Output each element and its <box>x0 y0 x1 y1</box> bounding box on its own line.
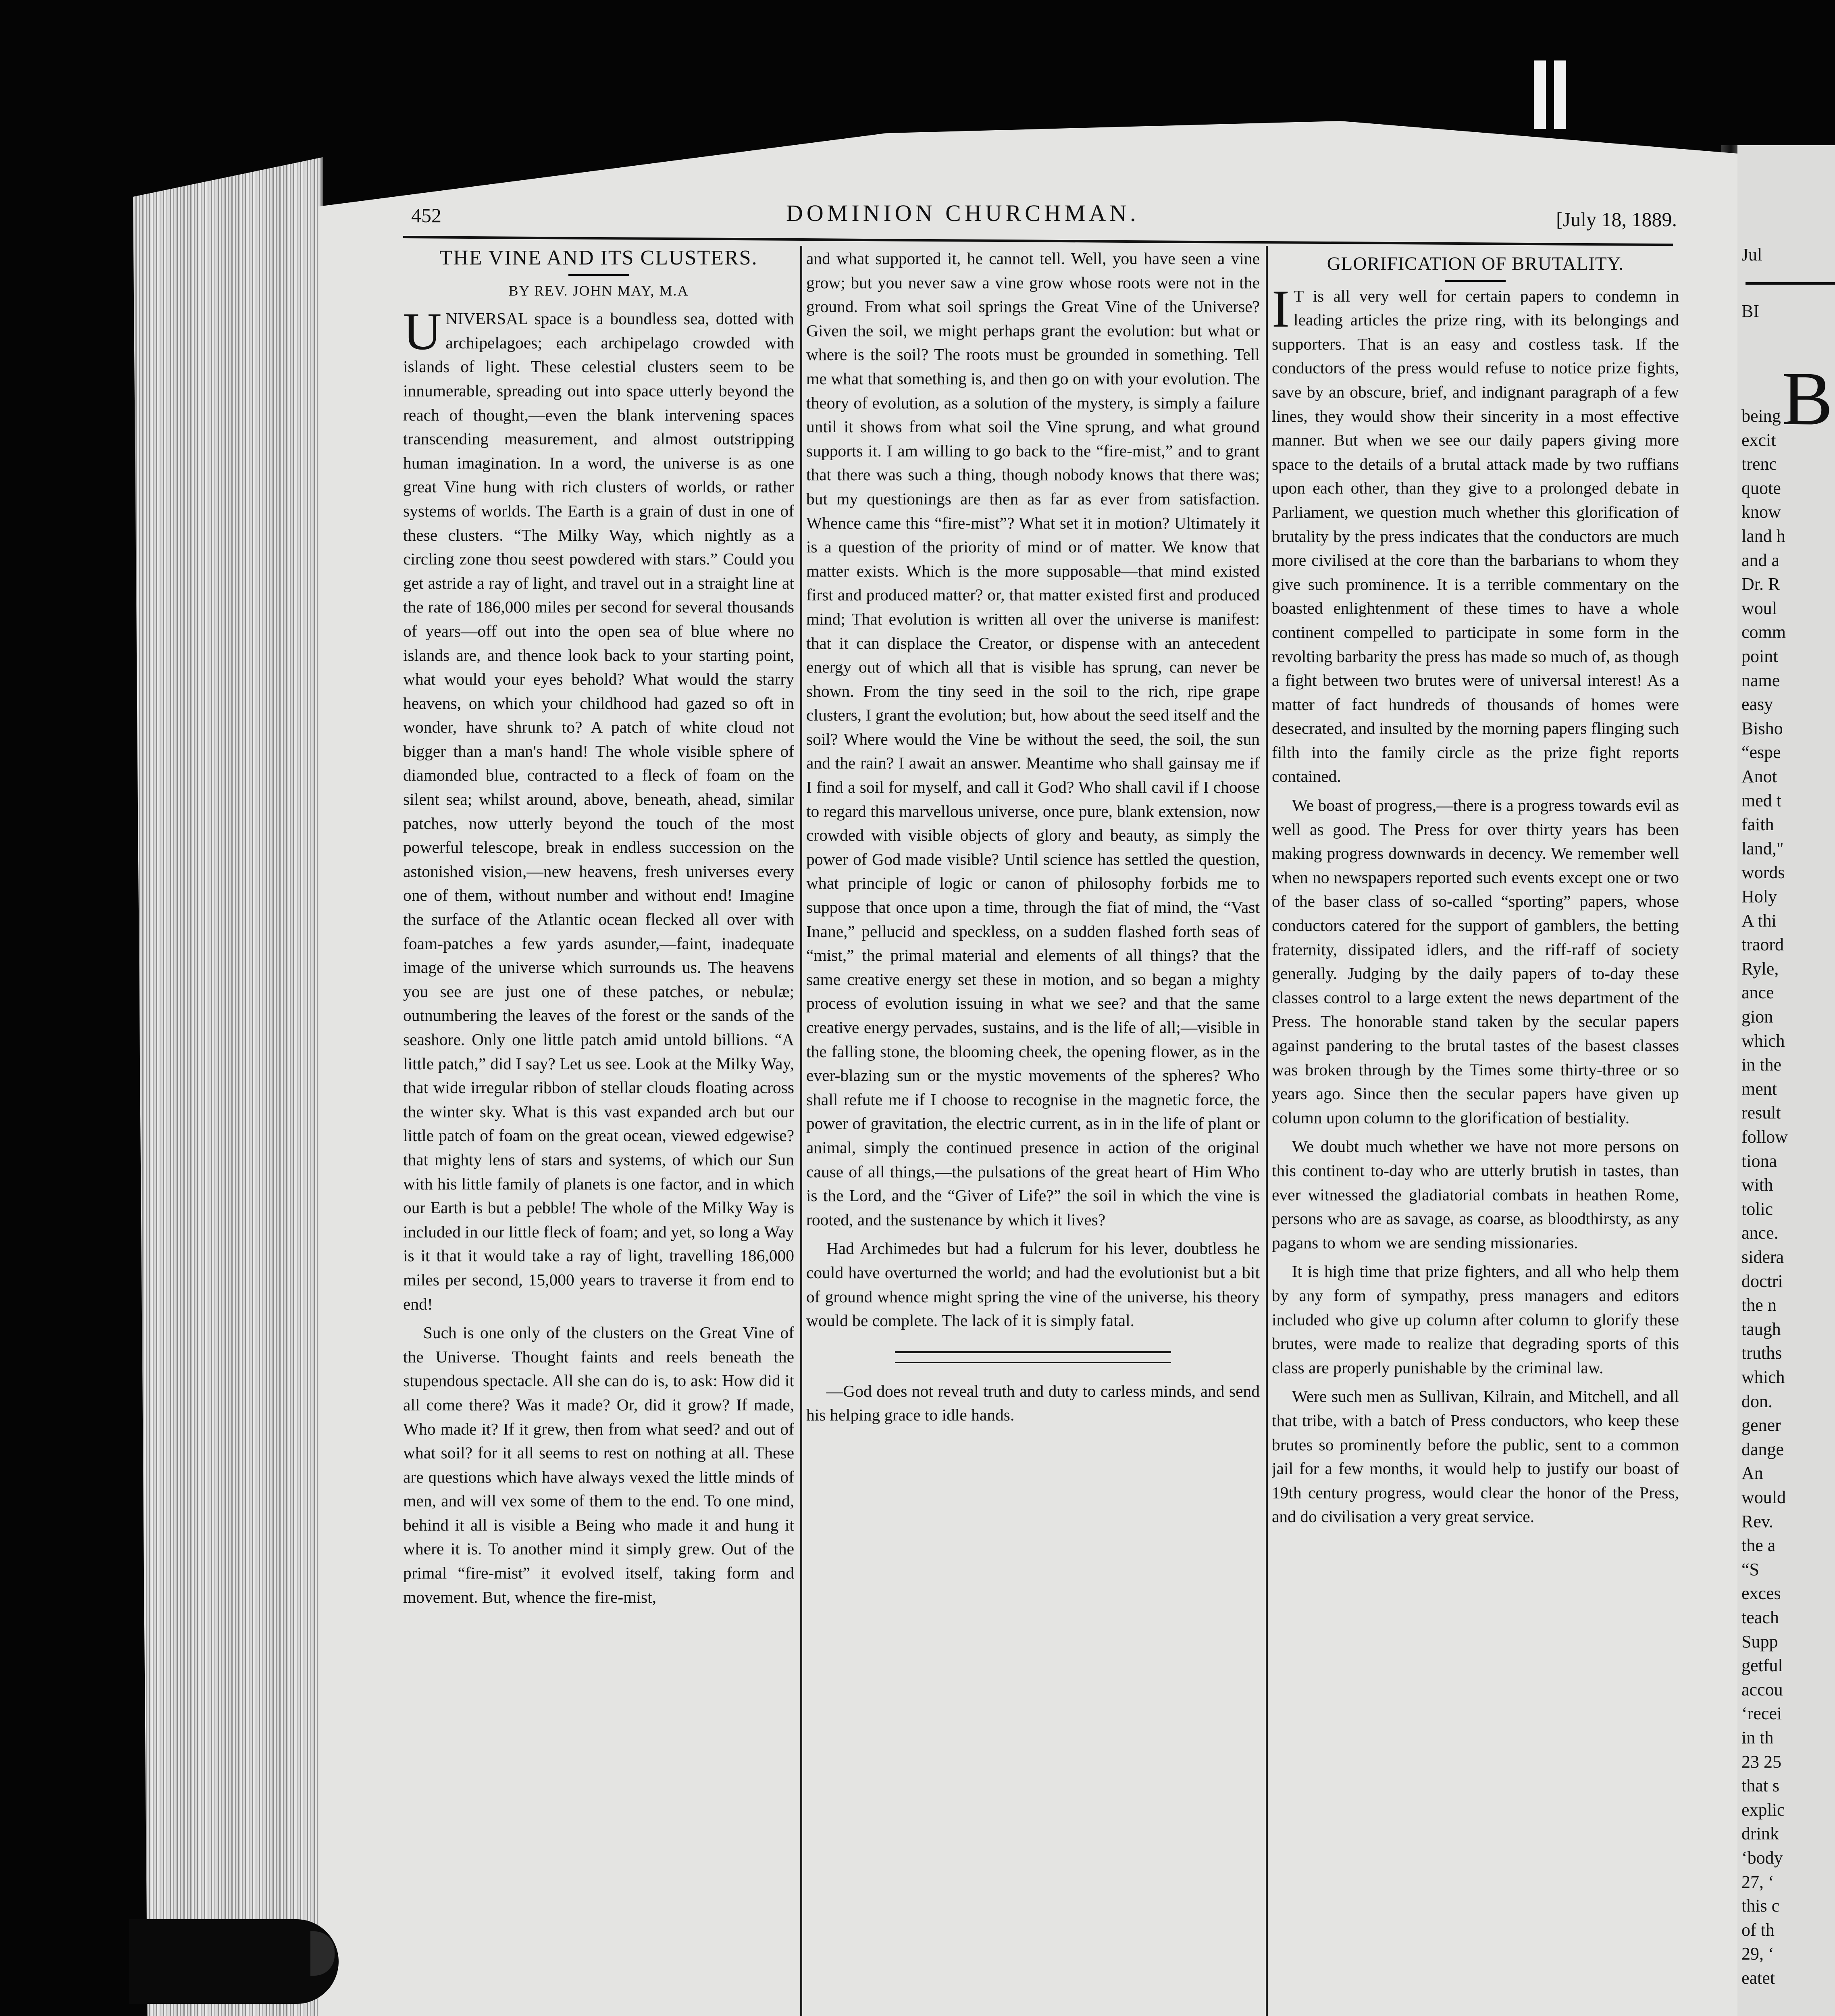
next-page-fragment: Dr. R <box>1741 574 1780 594</box>
next-page-fragment: dange <box>1741 1439 1784 1459</box>
next-page-fragment: ance <box>1741 983 1774 1003</box>
next-page-fragment: 23 25 <box>1741 1752 1781 1772</box>
next-page-fragment: Holy <box>1741 887 1777 906</box>
next-page-fragment: Anot <box>1741 766 1777 786</box>
article-paragraph: Such is one only of the clusters on the Great Vine of the Universe. Thought faints and reels beneath the stupendous spectacle. All she can do is, to ask: How did it all come there? Was it made? Or, did it grow? If made, Who made it? If it grew, then from what seed? and out of what soil? for it all seems to rest on nothing at all. These are questions which have always vexed the little minds of men, and will vex some of them to the end. To one mind, behind it all is visible a Being who made it and hung it where it is. To another mind it simply grew. Out of the primal “fire-mist” it evolved itself, taking form and movement. But, whence the fire-mist, <box>403 1323 794 1606</box>
article-paragraph: UNIVERSAL space is a boundless sea, dotted with archipelagoes; each archipelago crowded with islands of light. These celestial clusters seem to be innumerable, spreading out into space utterly beyond the reach of thought,—even the blank intervening spaces transcending measurement, and almost outstripping human imagination. In a word, the universe is as one great Vine hung with rich clusters of worlds, or rather systems of worlds. The Earth is a grain of dust in one of these clusters. “The Milky Way, which nightly as a circling zone thou seest powdered with stars.” Could you get astride a ray of light, and travel out in a straight line at the rate of 186,000 miles per second for several thousands of years—off out into the open sea of blue where no islands are, and thence look back to your starting point, what would your eyes behold? What would the starry heavens, on which your childhood had gazed so oft in wonder, have shrunk to? A patch of white cloud not bigger than a man's hand! The whole visible sphere of diamonded blue, contracted to a fleck of foam on the silent sea; whilst around, above, beneath, ahead, similar patches, now utterly beyond the touch of the most powerful telescope, break in endless succession on the astonished vision,—new heavens, fresh universes every one of them, without number and without end! Imagine the surface of the Atlantic ocean flecked all over with foam-patches a few yards asunder,—faint, inadequate image of the universe which surrounds us. The heavens you see are just one of these patches, or nebulæ; outnumbering the leaves of the forest or the sands of the seashore. Only one little patch amid untold billions. “A little patch,” did I say? Let us see. Look at the Milky Way, that wide irregular ribbon of stellar clouds floating across the winter sky. What is this vast expanded arch but our little patch of foam on the great ocean, viewed edgewise? that mighty lens of stars and systems, of which our Sun with his little family of planets is one factor, and in which our Earth is but a pebble! The whole of the Milky Way is included in our little fleck of foam; and yet, so long a Way is it that it would take a ray of light, travelling 186,000 miles per second, 15,000 years to traverse it from end to end! <box>403 302 794 1313</box>
column-rule-1 <box>800 246 802 2016</box>
page-number: 452 <box>411 204 441 227</box>
drop-cap: I <box>1272 279 1290 338</box>
next-page-fragment: words <box>1741 862 1785 883</box>
article-paragraph: We doubt much whether we have not more persons on this continent to-day who are utterly brutish in tastes, than ever witnessed the gladiatorial combats in heathen Rome, persons who are as savage, as coarse, as bloodthirsty, as any pagans to whom we are sending missionaries. <box>1272 1137 1679 1252</box>
next-page-fragment: which <box>1741 1031 1785 1051</box>
next-page-fragment: being <box>1741 406 1781 426</box>
next-page-fragment: drink <box>1741 1824 1779 1844</box>
next-page-fragment: traord <box>1741 935 1784 955</box>
next-page-fragment: woul <box>1741 598 1777 618</box>
next-page-fragment: doctri <box>1741 1271 1783 1291</box>
next-page-fragment: Supp <box>1741 1631 1778 1652</box>
title-rule <box>1445 280 1506 282</box>
right-column <box>1272 252 1679 2016</box>
film-mark-top-left <box>1534 60 1546 129</box>
next-page-fragment: in the <box>1741 1055 1781 1075</box>
next-page-fragment: point <box>1741 646 1778 666</box>
next-page-fragment: easy <box>1741 694 1773 714</box>
next-page-fragment: ance. <box>1741 1223 1779 1243</box>
drop-cap: U <box>403 302 442 361</box>
next-page-fragment: “S <box>1741 1559 1759 1579</box>
next-page-rule <box>1746 282 1835 285</box>
next-page-fragment: 27, ‘ <box>1741 1872 1774 1892</box>
next-page-fragment: eatet <box>1741 1968 1775 1988</box>
next-page-fragment: name <box>1741 670 1780 690</box>
next-page-fragment: excit <box>1741 430 1776 450</box>
next-page-fragment: faith <box>1741 814 1774 835</box>
next-page-fragment: quote <box>1741 478 1781 498</box>
next-page-fragment: taugh <box>1741 1319 1781 1339</box>
thumb-shadow <box>129 1919 339 2004</box>
next-page-fragment: An <box>1741 1463 1763 1483</box>
next-page-fragment: ‘recei <box>1741 1704 1782 1724</box>
next-page-fragment: A thi <box>1741 910 1777 931</box>
next-page-fragment: gener <box>1741 1415 1781 1435</box>
next-page-fragment: follow <box>1741 1127 1788 1147</box>
next-page-fragment: tolic <box>1741 1199 1773 1219</box>
article-paragraph: Were such men as Sullivan, Kilrain, and Mitchell, and all that tribe, with a batch of Press conductors, who keep these brutes so prominently before the public, sent to a common jail for a few months, it would help to justify our boast of 19th century progress, would clear the honor of the Press, and do civilisation a very great service. <box>1272 1387 1679 1526</box>
next-page-fragment: Ryle, <box>1741 958 1779 979</box>
next-page-fragment: gion <box>1741 1007 1773 1027</box>
article-paragraph: It is high time that prize fighters, and all who help them by any form of sympathy, press managers and editors included who give up column after column to glorify these brutes, were made to realize that degrading sports of this class are properly punishable by the criminal law. <box>1272 1262 1679 1377</box>
next-page-fragment: the a <box>1741 1535 1776 1556</box>
section-separator <box>895 1351 1171 1363</box>
next-page-fragment: truths <box>1741 1343 1782 1363</box>
next-page-fragment: BI <box>1741 301 1759 321</box>
next-page-fragment: comm <box>1741 622 1786 642</box>
next-page-fragment: and a <box>1741 550 1780 570</box>
article-paragraph: and what supported it, he cannot tell. Well, you have seen a vine grow; but you never saw a vine grow whose roots were not in the ground. From what soil springs the Great Vine of the Universe? Given the soil, we might perhaps grant the evolution: but what or where is the soil? The roots must be grounded in something. Tell me what that something is, and then go on with your evolution. The theory of evolution, as a solution of the mystery, is simply a failure until it shows from what soil the Vine sprung, and what ground supports it. I am willing to go back to the “fire-mist,” and to grant that there was such a thing, though nobody knows that there was; but my questionings are then as far as ever from satisfaction. Whence came this “fire-mist”? What set it in motion? Ultimately it is a question of the priority of mind or of matter. We know that matter exists. Which is the more supposable—that mind existed first and produced matter? or, that matter existed first and produced mind; That evolution is written all over the universe is manifest: that it can displace the Creator, or dispense with an antecedent energy out of which all that is visible has sprung, can never be shown. From the tiny seed in the soil to the rich, ripe grape clusters, I grant the evolution; but, how about the seed itself and the soil? Where would the Vine be without the seed, the soil, the sun and the rain? I await an answer. Meantime who shall gainsay me if I find a soil for myself, and call it God? Who shall cavil if I choose to regard this marvellous universe, once pure, blank extension, now crowded with visible objects of glory and beauty, as simply the power of God made visible? Until science has settled the question, what principle of logic or canon of philosophy forbids me to suppose that once upon a time, through the fiat of mind, the “Vast Inane,” pellucid and speckless, on a sudden flashed forth seas of “mist,” the primal material and elements of all things? that the same creative energy set these in motion, and so began a mighty process of evolution issuing in what we see? and that the same creative energy pervades, sustains, and is the life of all;—visible in the falling stone, the blooming cheek, the opening flower, as in the ever-blazing sun or the mystic movements of the spheres? Who shall refute me if I choose to recognise in the magnetic force, the power of gravitation, the electric current, as in in the life of plant or animal, simply the continued presence in action of the original cause of all things,—the pulsations of the great heart of Him Who is the Lord, and the “Giver of Life?” the soil in which the vine is rooted, and the sustenance by which it lives? <box>806 249 1260 1229</box>
next-page-fragment: “espe <box>1741 742 1781 762</box>
next-page-fragment: would <box>1741 1487 1786 1507</box>
next-page-fragment: don. <box>1741 1391 1773 1411</box>
next-page-fragment: med t <box>1741 790 1781 810</box>
next-page-fragment: B <box>1782 356 1833 441</box>
next-page-fragment: Jul <box>1741 245 1762 264</box>
next-page-fragment: result <box>1741 1103 1781 1123</box>
next-page-fragment: land," <box>1741 838 1784 858</box>
article-paragraph: Had Archimedes but had a fulcrum for his lever, doubtless he could have overturned the world; and had the evolutionist but a bit of ground whence might spring the vine of the universe, his theory would be complete. The lack of it is simply fatal. <box>806 1239 1260 1330</box>
closing-note: —God does not reveal truth and duty to carless minds, and send his helping grace to idle hands. <box>806 1381 1260 1425</box>
next-page-fragment: land h <box>1741 526 1785 546</box>
next-page-fragment: ment <box>1741 1079 1777 1099</box>
next-page-fragment: getful <box>1741 1656 1783 1676</box>
next-page-fragment: explic <box>1741 1799 1785 1820</box>
next-page-fragment: Bisho <box>1741 718 1783 738</box>
next-page-fragment: teach <box>1741 1608 1779 1627</box>
next-page-fragment: that s <box>1741 1776 1780 1796</box>
article-title-vine: THE VINE AND ITS CLUSTERS. <box>439 246 758 269</box>
article-paragraph: I T is all very well for certain papers to condemn in leading articles the prize ring, with its belongings and supporters. That is an easy and costless task. If the conductors of the press would refuse to notice prize fights, save by an obscure, brief, and indignant paragraph of a few lines, they would show their sincerity in a most effective manner. But when we see our daily papers giving more space to the details of a brutal attack made by two ruffians upon each other, than they give to a prolonged debate in Parliament, we question much whether this glorification of brutality by the press indicates that the conductors are much more civilised at the core than the barbarians to whom they give such prominence. It is a terrible commentary on the boasted enlightenment of these times to have a whole continent compelled to participate in some form in the revolting barbarity the press has made so much of, as though a fight between two brutes were of universal interest! As a matter of fact hundreds of thousands of homes were desecrated, and insulted by the morning papers flinging such filth into the family circle as the prize fight reports contained. <box>1272 279 1679 786</box>
book-page-edges <box>133 157 322 2016</box>
next-page-fragment: ‘body <box>1741 1848 1783 1868</box>
next-page-fragment: know <box>1741 502 1781 522</box>
article-byline: BY REV. JOHN MAY, M.A <box>508 282 689 299</box>
next-page-fragment: tiona <box>1741 1151 1777 1171</box>
next-page-fragment: sidera <box>1741 1247 1784 1267</box>
next-page-fragment: in th <box>1741 1728 1774 1747</box>
left-column <box>403 246 794 2016</box>
middle-column <box>806 247 1260 2016</box>
next-page-fragment: which <box>1741 1367 1785 1387</box>
publication-title: DOMINION CHURCHMAN. <box>786 200 1140 226</box>
next-page-fragment: 29, ‘ <box>1741 1944 1774 1964</box>
next-page-fragment: this c <box>1741 1896 1780 1916</box>
next-page-fragment: Rev. <box>1741 1511 1774 1531</box>
issue-date: [July 18, 1889. <box>1556 208 1677 231</box>
article-paragraph: We boast of progress,—there is a progress towards evil as well as good. The Press for over thirty years has been making progress downwards in decency. We remember well when no newspapers reported such events except one or two of the baser class of so-called “sporting” papers, whose conductors catered for the support of gamblers, the betting fraternity, dissipated idlers, and the riff-raff of society generally. Judging by the daily papers of to-day these classes control to a large extent the news department of the Press. The honorable stand taken by the secular papers against pandering to the brutal tastes of the basest classes was broken through by the Times some thirty-three or so years ago. Since then the secular papers have given up column upon column to the glorification of bestiality. <box>1272 796 1679 1127</box>
column-rule-2 <box>1266 246 1268 2016</box>
article-title-brutality: GLORIFICATION OF BRUTALITY. <box>1327 253 1624 274</box>
next-page-fragment: of th <box>1741 1920 1775 1940</box>
next-page-fragment: exces <box>1741 1583 1781 1604</box>
next-page-fragment: trenc <box>1741 454 1777 474</box>
next-page-fragment: accou <box>1741 1679 1783 1699</box>
next-page-fragment: with <box>1741 1175 1773 1195</box>
title-rule <box>568 274 629 276</box>
next-page-fragment: the n <box>1741 1295 1777 1315</box>
film-mark-top-right <box>1554 60 1566 129</box>
